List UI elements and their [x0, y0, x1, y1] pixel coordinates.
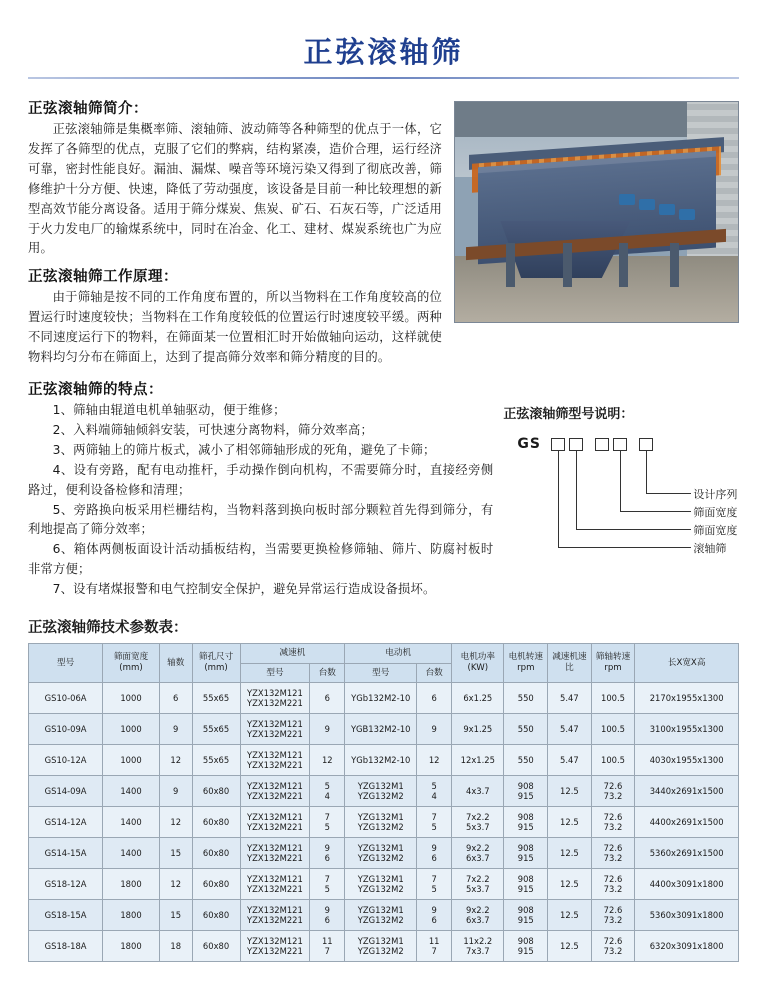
cell-power: 9x1.25	[452, 714, 504, 745]
col-header-motor-rpm: 电机转速rpm	[504, 643, 548, 682]
col-header-dimensions: 长X宽X高	[635, 643, 739, 682]
cell-ratio: 12.5	[548, 869, 592, 900]
title-divider	[28, 77, 739, 79]
col-header-reducer-model: 型号	[240, 663, 310, 683]
cell-shaft-rpm: 72.6 73.2	[591, 869, 635, 900]
table-row	[29, 838, 739, 869]
cell-motor-model: YZG132M1 YZG132M2	[345, 838, 417, 869]
list-item: 5、旁路换向板采用栏栅结构，当物料落到换向板时部分颗粒首先得到筛分，有利地提高了筛分效率；	[28, 502, 494, 537]
cell-ratio: 5.47	[548, 714, 592, 745]
features-heading: 正弦滚轴筛的特点：	[28, 381, 163, 398]
col-header-shaft-rpm: 筛轴转速rpm	[591, 643, 635, 682]
cell-shafts: 15	[159, 838, 192, 869]
features-column	[28, 401, 493, 600]
cell-dimensions: 3440x2691x1500	[635, 776, 739, 807]
model-box-4	[613, 438, 627, 451]
list-item: 3、两筛轴上的筛片板式，减小了相邻筛轴形成的死角，避免了卡筛；	[52, 442, 436, 457]
cell-shafts: 9	[159, 714, 192, 745]
cell-dimensions: 5360x2691x1500	[635, 838, 739, 869]
cell-width: 1400	[103, 838, 160, 869]
table-body	[29, 683, 739, 962]
cell-model: GS14-09A	[29, 776, 103, 807]
cell-shafts: 12	[159, 807, 192, 838]
cell-reducer-qty: 9 6	[310, 838, 345, 869]
cell-reducer-model: YZX132M121 YZX132M221	[240, 807, 310, 838]
cell-reducer-model: YZX132M121 YZX132M221	[240, 683, 310, 714]
cell-ratio: 12.5	[548, 838, 592, 869]
cell-aperture: 55x65	[192, 683, 240, 714]
cell-model: GS18-18A	[29, 931, 103, 962]
cell-ratio: 5.47	[548, 683, 592, 714]
cell-shaft-rpm: 72.6 73.2	[591, 931, 635, 962]
cell-shafts: 9	[159, 776, 192, 807]
cell-ratio: 12.5	[548, 776, 592, 807]
cell-motor-rpm: 908 915	[504, 869, 548, 900]
cell-motor-model: YZG132M1 YZG132M2	[345, 807, 417, 838]
cell-motor-qty: 9 6	[417, 838, 452, 869]
cell-ratio: 5.47	[548, 745, 592, 776]
cell-model: GS10-06A	[29, 683, 103, 714]
cell-power: 7x2.2 5x3.7	[452, 807, 504, 838]
cell-ratio: 12.5	[548, 900, 592, 931]
list-item: 6、箱体两侧板面设计活动插板结构，当需要更换检修筛轴、筛片、防腐衬板时非常方便；	[28, 542, 494, 577]
cell-dimensions: 5360x3091x1800	[635, 900, 739, 931]
model-number-diagram	[503, 432, 739, 602]
cell-aperture: 60x80	[192, 900, 240, 931]
cell-motor-qty: 7 5	[417, 869, 452, 900]
cell-width: 1800	[103, 900, 160, 931]
table-row	[29, 869, 739, 900]
cell-shaft-rpm: 72.6 73.2	[591, 838, 635, 869]
cell-shaft-rpm: 100.5	[591, 714, 635, 745]
cell-reducer-qty: 9 6	[310, 900, 345, 931]
cell-motor-qty: 9 6	[417, 900, 452, 931]
cell-shaft-rpm: 100.5	[591, 683, 635, 714]
table-row	[29, 900, 739, 931]
cell-shafts: 12	[159, 745, 192, 776]
intro-paragraph: 正弦滚轴筛是集概率筛、滚轴筛、波动筛等各种筛型的优点于一体，它发挥了各筛型的优点，克服了它们的弊病，结构紧凑，造价合理，运行经济可靠，密封性能良好。漏油、漏煤、噪音等环境污染又得到了彻底改善，筛修维护十分方便、快速，降低了劳动强度，该设备是目前一种比较理想的新型高效节能分离设备。适用于筛分煤炭、焦炭、矿石、石灰石等，广泛适用于火力发电厂的输煤系统中，同时在冶金、化工、建材、煤炭系统也广为应用。	[28, 122, 442, 256]
cell-power: 6x1.25	[452, 683, 504, 714]
cell-width: 1400	[103, 807, 160, 838]
list-item: 1、筛轴由辊道电机单轴驱动，便于维修；	[52, 402, 286, 417]
cell-aperture: 60x80	[192, 838, 240, 869]
model-label-4: 滚轴筛	[693, 541, 727, 555]
cell-model: GS10-09A	[29, 714, 103, 745]
col-header-motor-qty: 台数	[417, 663, 452, 683]
cell-power: 9x2.2 6x3.7	[452, 900, 504, 931]
cell-aperture: 60x80	[192, 869, 240, 900]
cell-width: 1400	[103, 776, 160, 807]
cell-reducer-model: YZX132M121 YZX132M221	[240, 838, 310, 869]
table-header	[29, 643, 739, 682]
cell-shaft-rpm: 72.6 73.2	[591, 807, 635, 838]
col-header-aperture: 筛孔尺寸(mm)	[192, 643, 240, 682]
cell-width: 1800	[103, 869, 160, 900]
cell-reducer-qty: 11 7	[310, 931, 345, 962]
list-item: 2、入料端筛轴倾斜安装，可快速分离物料，筛分效率高；	[52, 422, 374, 437]
cell-model: GS18-12A	[29, 869, 103, 900]
model-box-1	[551, 438, 565, 451]
cell-motor-rpm: 550	[504, 683, 548, 714]
cell-model: GS14-12A	[29, 807, 103, 838]
cell-reducer-model: YZX132M121 YZX132M221	[240, 714, 310, 745]
col-header-model: 型号	[29, 643, 103, 682]
cell-motor-qty: 9	[417, 714, 452, 745]
cell-motor-rpm: 550	[504, 745, 548, 776]
cell-reducer-model: YZX132M121 YZX132M221	[240, 869, 310, 900]
table-row	[29, 714, 739, 745]
cell-aperture: 60x80	[192, 807, 240, 838]
model-label-3: 筛面宽度	[693, 523, 738, 537]
col-header-width: 筛面宽度(mm)	[103, 643, 160, 682]
cell-dimensions: 4400x3091x1800	[635, 869, 739, 900]
cell-power: 7x2.2 5x3.7	[452, 869, 504, 900]
cell-dimensions: 6320x3091x1800	[635, 931, 739, 962]
col-header-shafts: 轴数	[159, 643, 192, 682]
features-list	[28, 401, 493, 600]
cell-motor-rpm: 908 915	[504, 931, 548, 962]
cell-ratio: 12.5	[548, 807, 592, 838]
cell-dimensions: 3100x1955x1300	[635, 714, 739, 745]
col-header-power: 电机功率(KW)	[452, 643, 504, 682]
cell-reducer-model: YZX132M121 YZX132M221	[240, 900, 310, 931]
cell-reducer-model: YZX132M121 YZX132M221	[240, 776, 310, 807]
table-row	[29, 807, 739, 838]
cell-reducer-qty: 9	[310, 714, 345, 745]
cell-motor-model: YGb132M2-10	[345, 745, 417, 776]
cell-aperture: 55x65	[192, 745, 240, 776]
intro-section	[28, 97, 739, 368]
cell-width: 1800	[103, 931, 160, 962]
cell-motor-rpm: 908 915	[504, 776, 548, 807]
spec-table	[28, 643, 739, 962]
cell-reducer-model: YZX132M121 YZX132M221	[240, 745, 310, 776]
table-row	[29, 776, 739, 807]
cell-motor-qty: 6	[417, 683, 452, 714]
cell-motor-qty: 7 5	[417, 807, 452, 838]
cell-width: 1000	[103, 714, 160, 745]
cell-motor-qty: 12	[417, 745, 452, 776]
cell-shafts: 6	[159, 683, 192, 714]
model-number-column	[503, 401, 739, 602]
cell-width: 1000	[103, 683, 160, 714]
model-box-5	[639, 438, 653, 451]
cell-motor-qty: 11 7	[417, 931, 452, 962]
model-prefix: GS	[517, 435, 541, 452]
cell-motor-model: YZG132M1 YZG132M2	[345, 869, 417, 900]
cell-dimensions: 4030x1955x1300	[635, 745, 739, 776]
cell-model: GS10-12A	[29, 745, 103, 776]
page-title: 正弦滚轴筛	[303, 35, 464, 69]
cell-motor-rpm: 908 915	[504, 838, 548, 869]
cell-aperture: 60x80	[192, 776, 240, 807]
cell-dimensions: 2170x1955x1300	[635, 683, 739, 714]
cell-width: 1000	[103, 745, 160, 776]
cell-motor-rpm: 550	[504, 714, 548, 745]
cell-dimensions: 4400x2691x1500	[635, 807, 739, 838]
cell-shaft-rpm: 100.5	[591, 745, 635, 776]
cell-reducer-qty: 7 5	[310, 869, 345, 900]
cell-motor-rpm: 908 915	[504, 807, 548, 838]
model-label-2: 筛面宽度	[693, 505, 738, 519]
cell-motor-model: YZG132M1 YZG132M2	[345, 900, 417, 931]
cell-reducer-qty: 12	[310, 745, 345, 776]
model-diagram-title: 正弦滚轴筛型号说明：	[503, 406, 634, 422]
col-header-reducer-group: 减速机	[240, 643, 345, 663]
cell-reducer-qty: 7 5	[310, 807, 345, 838]
table-row	[29, 931, 739, 962]
model-box-3	[595, 438, 609, 451]
principle-paragraph: 由于筛轴是按不同的工作角度布置的，所以当物料在工作角度较高的位置运行时速度较快；当物料在工作角度较低的位置运行时速度较平缓。两种不同速度运行下的物料，在筛面某一位置相汇时开始做轴向运动，这样就使物料均匀分布在筛面上，达到了提高筛分效率和筛分精度的目的。	[28, 290, 442, 365]
intro-heading: 正弦滚轴筛简介：	[28, 101, 148, 117]
cell-power: 11x2.2 7x3.7	[452, 931, 504, 962]
cell-motor-model: YGB132M2-10	[345, 714, 417, 745]
product-photo	[454, 101, 739, 323]
cell-motor-rpm: 908 915	[504, 900, 548, 931]
model-label-1: 设计序列	[693, 487, 738, 501]
cell-ratio: 12.5	[548, 931, 592, 962]
cell-shaft-rpm: 72.6 73.2	[591, 776, 635, 807]
cell-model: GS14-15A	[29, 838, 103, 869]
cell-shafts: 18	[159, 931, 192, 962]
table-row	[29, 683, 739, 714]
cell-reducer-qty: 6	[310, 683, 345, 714]
list-item: 4、设有旁路，配有电动推杆，手动操作倒向机构，不需要筛分时，直接经旁侧路过，便利设备检修和清理；	[28, 462, 494, 497]
cell-power: 12x1.25	[452, 745, 504, 776]
cell-motor-model: YZG132M1 YZG132M2	[345, 931, 417, 962]
list-item: 7、设有堵煤报警和电气控制安全保护，避免异常运行造成设备损坏。	[52, 582, 436, 597]
model-box-2	[569, 438, 583, 451]
cell-reducer-model: YZX132M121 YZX132M221	[240, 931, 310, 962]
cell-shaft-rpm: 72.6 73.2	[591, 900, 635, 931]
cell-power: 4x3.7	[452, 776, 504, 807]
cell-motor-model: YGb132M2-10	[345, 683, 417, 714]
col-header-reducer-qty: 台数	[310, 663, 345, 683]
cell-motor-model: YZG132M1 YZG132M2	[345, 776, 417, 807]
cell-model: GS18-15A	[29, 900, 103, 931]
table-title: 正弦滚轴筛技术参数表：	[28, 619, 188, 636]
cell-shafts: 15	[159, 900, 192, 931]
col-header-motor-model: 型号	[345, 663, 417, 683]
col-header-ratio: 减速机速比	[548, 643, 592, 682]
cell-motor-qty: 5 4	[417, 776, 452, 807]
cell-reducer-qty: 5 4	[310, 776, 345, 807]
cell-aperture: 60x80	[192, 931, 240, 962]
cell-aperture: 55x65	[192, 714, 240, 745]
cell-shafts: 12	[159, 869, 192, 900]
principle-heading: 正弦滚轴筛工作原理：	[28, 269, 178, 286]
cell-power: 9x2.2 6x3.7	[452, 838, 504, 869]
col-header-motor-group: 电动机	[345, 643, 452, 663]
table-row	[29, 745, 739, 776]
